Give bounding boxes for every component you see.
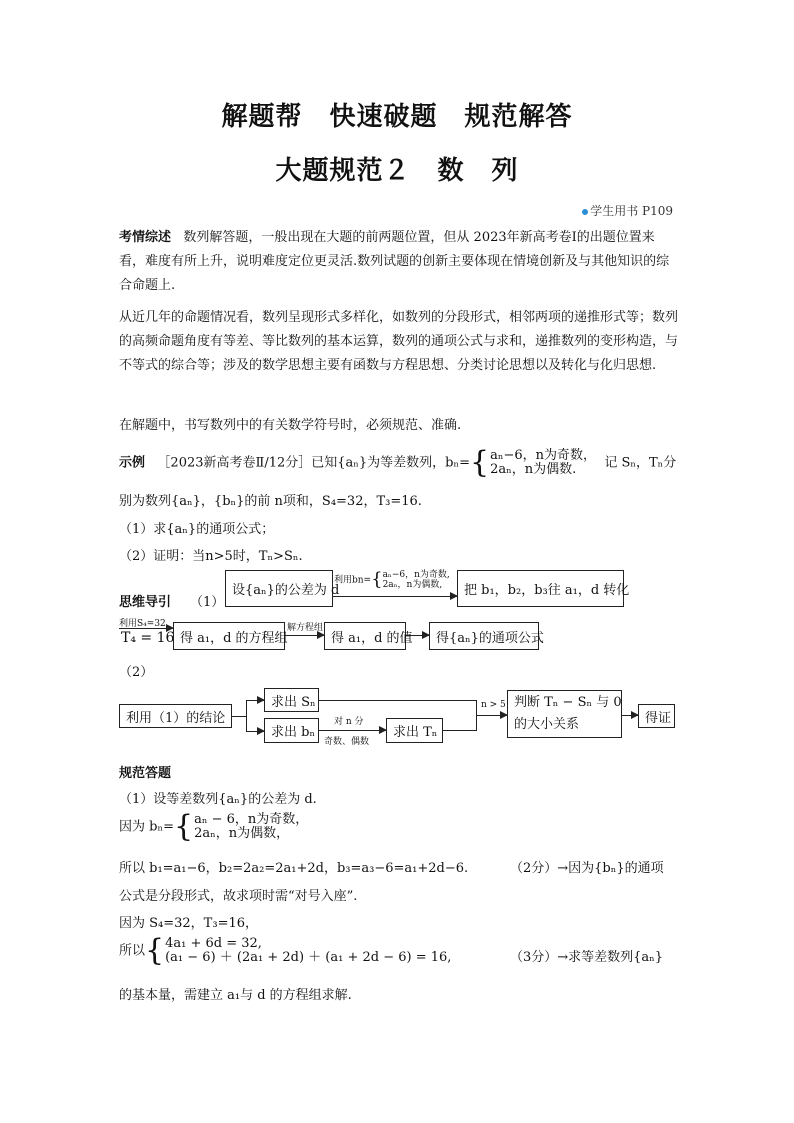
solution-system: [165, 937, 451, 965]
overview-text-1: 数列解答题，一般出现在大题的前两题位置，但从 2023年新高考卷Ⅰ的出题位置来看，难度有所上升，说明难度定位更灵活.数列试题的创新主要体现在情境创新及与其他知识的综合命题上.: [119, 230, 670, 293]
guide-part-1: （1）: [190, 595, 225, 610]
solution-cases: [194, 813, 308, 841]
solution-line-1: （1）设等差数列{aₙ}的公差为 d.: [119, 792, 317, 807]
brace-icon: {: [470, 445, 490, 480]
solution-score-1: （2分）→因为{bₙ}的通项: [510, 861, 664, 876]
arrow-1-case-2: 2aₙ，n为偶数,: [382, 580, 443, 590]
example-case-2: 2aₙ，n为偶数.: [490, 462, 577, 477]
example-question-2: （2）证明：当n>5时，Tₙ>Sₙ.: [119, 549, 303, 564]
section-title: 大题规范２ 数 列: [275, 156, 519, 186]
connector-h: [232, 716, 246, 717]
sn-line: [319, 700, 476, 701]
solution-equation-1: 4a₁ + 6d = 32,: [165, 936, 262, 951]
box-formula: [429, 622, 544, 650]
guide-label: 思维导引: [119, 595, 172, 610]
arrow-1-label: [334, 570, 450, 590]
example-line-1: [119, 445, 677, 480]
bullet-icon: [582, 209, 588, 215]
box-convert-text: 把 b₁，b₂，b₃往 a₁，d 转化: [464, 583, 630, 598]
book-reference: [582, 202, 673, 219]
arrow-n-label-1: 对 n 分: [334, 717, 364, 727]
arrow-1-case-1: aₙ−6，n为奇数,: [382, 570, 450, 580]
solution-line-4: 公式是分段形式，故求项时需“对号入座”.: [119, 889, 358, 904]
solution-label: 规范答题: [119, 766, 172, 781]
tn-line: [443, 730, 476, 731]
example-cases: [490, 449, 596, 477]
box-judge-text-1: 判断 Tₙ − Sₙ 与 0: [514, 695, 622, 710]
small-brace-icon: {: [371, 569, 383, 590]
box-set-common-difference: [225, 570, 340, 607]
connector-v: [246, 700, 247, 731]
box-prove-text: 得证: [645, 710, 672, 726]
box-sn: [264, 688, 319, 712]
solution-line-7: 的基本量，需建立 a₁与 d 的方程组求解.: [119, 988, 352, 1003]
arrow-3: [285, 635, 324, 636]
box-judge: [507, 690, 622, 738]
box-use-result: [119, 704, 232, 728]
arrow-3-label: 解方程组: [287, 623, 324, 633]
example-line-2: 别为数列{aₙ}，{bₙ}的前 n项和，S₄=32，T₃=16.: [119, 494, 422, 509]
arrow-to-sn: [246, 700, 264, 701]
arrow-2: [119, 628, 173, 629]
box-bn-text: 求出 bₙ: [271, 725, 316, 740]
example-question-1: （1）求{aₙ}的通项公式；: [119, 522, 275, 537]
arrow-bn-tn: [319, 730, 386, 731]
example-source: ［2023新高考卷Ⅱ/12分］: [157, 455, 312, 471]
solution-case-1: aₙ − 6，n为奇数，: [194, 812, 309, 827]
box-convert: [457, 570, 630, 607]
box-prove: [638, 704, 675, 728]
solution-case-2: 2aₙ，n为偶数，: [194, 826, 290, 841]
arrow-to-prove: [622, 715, 638, 716]
arrow-2-label-2: T₄ = 16: [121, 630, 175, 646]
box-tn-text: 求出 Tₙ: [393, 725, 438, 740]
box-use-result-text: 利用（1）的结论: [126, 710, 226, 726]
overview-paragraph-1: [119, 226, 679, 298]
solution-line-3: 所以 b₁=a₁−6，b₂=2a₂=2a₁+2d，b₃=a₃−6=a₁+2d−6.: [119, 861, 469, 876]
solution-line-5: 因为 S₄=32，T₃=16，: [119, 916, 259, 931]
arrow-n-label-2: 奇数、偶数: [324, 737, 370, 747]
solution-line-6-prefix: 所以: [119, 943, 146, 959]
solution-equation-2: (a₁ − 6) ＋ (2a₁ + 2d) ＋ (a₁ + 2d − 6) = 16,: [165, 950, 452, 965]
arrow-2-label-1: 利用S₄=32: [119, 619, 166, 629]
arrow-1-label-prefix: 利用bn=: [334, 575, 372, 586]
overview-label: 考情综述: [119, 230, 172, 245]
overview-paragraph-3: 在解题中，书写数列中的有关数学符号时，必须规范、准确.: [119, 418, 462, 433]
example-case-1: aₙ−6，n为奇数，: [490, 448, 597, 463]
solution-line-6: [119, 933, 452, 968]
page-title: 解题帮 快速破题 规范解答: [221, 102, 573, 132]
example-intro: 已知{aₙ}为等差数列，bₙ=: [311, 455, 471, 471]
example-after: 记 Sₙ，Tₙ分: [604, 455, 677, 471]
box-equations: [173, 622, 288, 650]
brace-icon: {: [173, 809, 194, 844]
guide-part-2: （2）: [119, 665, 154, 680]
arrow-4: [406, 635, 429, 636]
box-equations-text: 得 a₁，d 的方程组: [180, 630, 288, 646]
arrow-to-bn: [246, 731, 264, 732]
overview-paragraph-2: 从近几年的命题情况看，数列呈现形式多样化，如数列的分段形式，相邻两项的递推形式等；数列的高频命题角度有等差、等比数列的基本运算，数列的通项公式与求和，递推数列的变形构造，与不等式的综合等；涉及的数学思想主要有函数与方程思想、分类讨论思想以及转化与化归思想.: [119, 310, 679, 373]
arrow-1-cases: [383, 570, 450, 590]
example-label: 示例: [119, 455, 146, 471]
box-values-text: 得 a₁，d 的值: [331, 630, 413, 646]
solution-score-2: （3分）→求等差数列{aₙ}: [510, 950, 664, 965]
arrow-n5-label: n > 5: [481, 700, 506, 710]
box-formula-text: 得{aₙ}的通项公式: [436, 630, 544, 646]
book-reference-text: 学生用书 P109: [590, 204, 673, 218]
arrow-to-judge: [476, 715, 507, 716]
box-set-common-difference-text: 设{aₙ}的公差为 d: [232, 583, 340, 598]
box-judge-text-2: 的大小关系: [514, 717, 580, 732]
solution-line-2: [119, 809, 309, 844]
box-values: [324, 622, 413, 650]
solution-line-2-prefix: 因为 bₙ=: [119, 819, 174, 835]
brace-icon: {: [145, 933, 165, 968]
box-sn-text: 求出 Sₙ: [271, 694, 316, 710]
arrow-1: [333, 596, 457, 597]
box-tn: [386, 718, 443, 743]
box-bn: [264, 718, 319, 743]
